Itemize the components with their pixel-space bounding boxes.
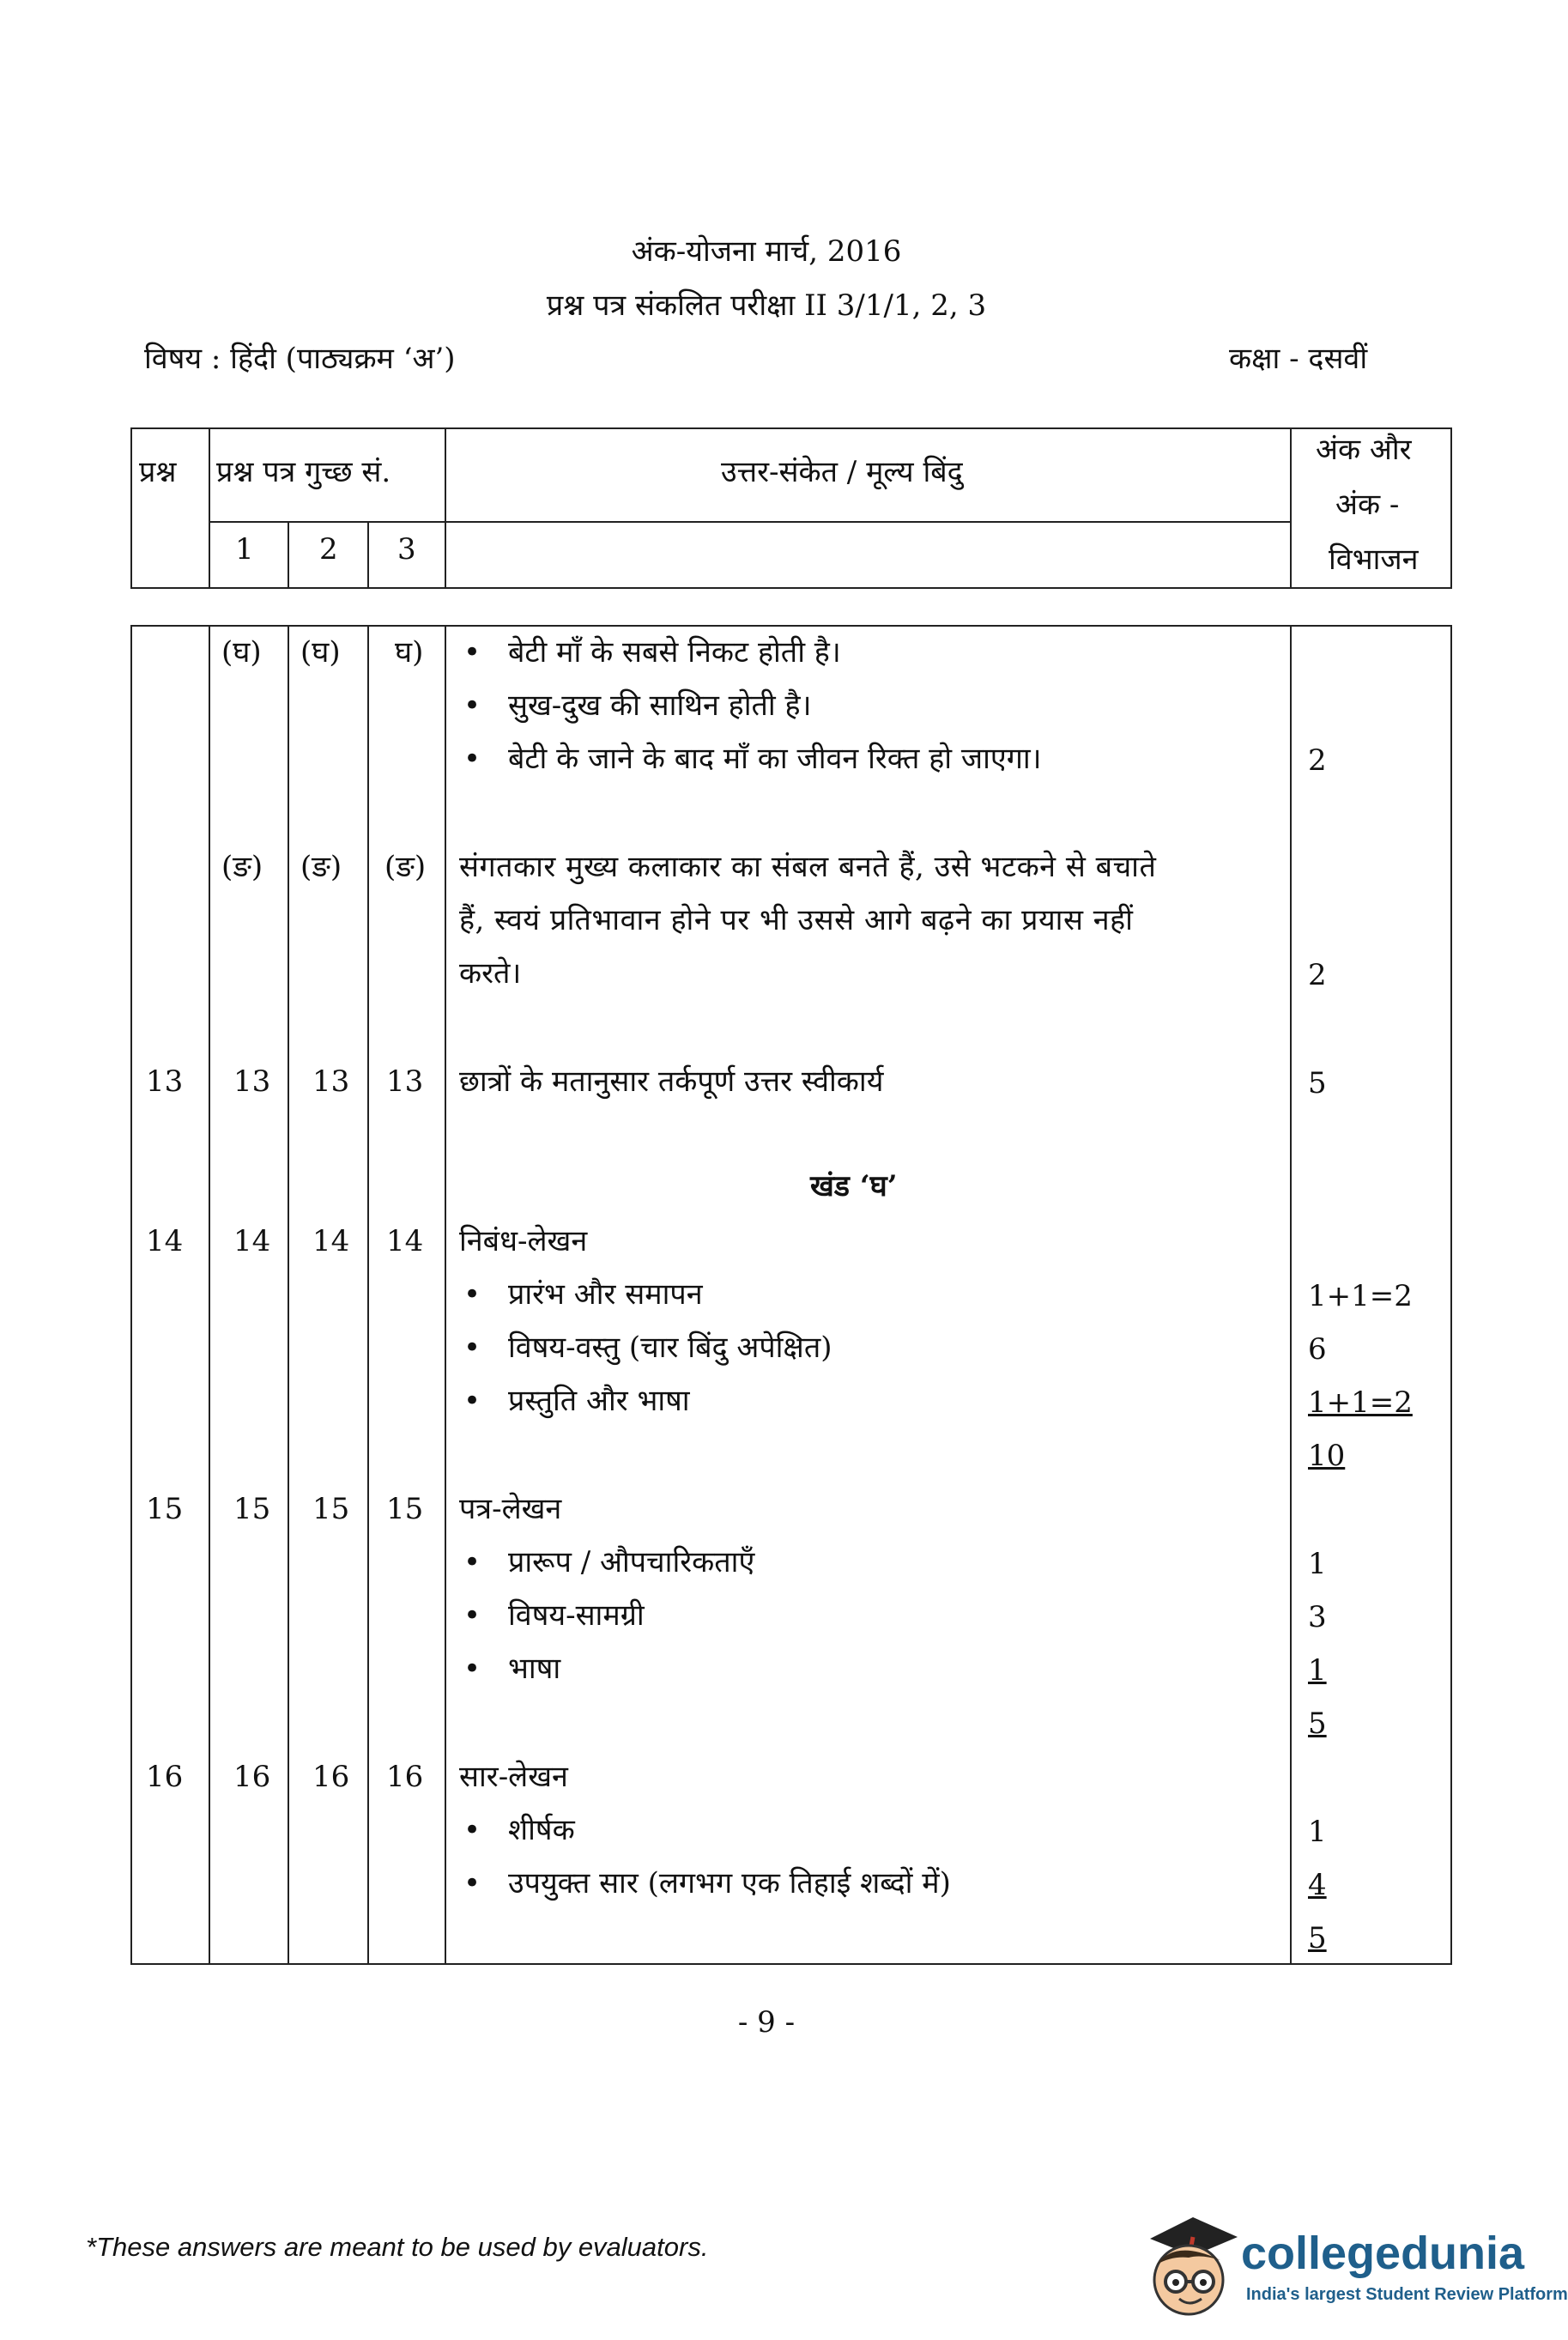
q13-num-3: 13 — [386, 1064, 424, 1099]
q16-marks-total: 5 — [1308, 1921, 1327, 1955]
q14-title: निबंध-लेखन — [459, 1224, 588, 1258]
col-set-3: 3 — [397, 532, 416, 567]
q15-marks-1: 1 — [1308, 1547, 1327, 1581]
subject-label: विषय : हिंदी (पाठ्यक्रम ‘अ’) — [144, 342, 456, 376]
q15-marks-2: 3 — [1308, 1600, 1327, 1634]
page-number: - 9 - — [737, 2005, 796, 2040]
q16-num-3: 16 — [386, 1760, 424, 1794]
row-nga-label-2: (ङ) — [300, 850, 342, 884]
q14-marks-3-val: 1+1=2 — [1308, 1385, 1413, 1420]
row-gha-label-3: घ) — [395, 635, 424, 670]
row-nga-line-1: संगतकार मुख्य कलाकार का संबल बनते हैं, उसे भटकने से बचाते — [459, 850, 1157, 884]
q16-marks-2: 4 — [1308, 1868, 1327, 1902]
q14-bullet-2: • विषय-वस्तु (चार बिंदु अपेक्षित) — [508, 1331, 832, 1365]
col-marks-2: अंक - — [1335, 488, 1400, 522]
q13-answer: छात्रों के मतानुसार तर्कपूर्ण उत्तर स्वीकार्य — [459, 1064, 884, 1099]
section-heading: खंड ‘घ’ — [810, 1169, 898, 1203]
row-gha-bullet-3: • बेटी के जाने के बाद माँ का जीवन रिक्त हो जाएगा। — [508, 742, 1042, 776]
row-gha-label-1: (घ) — [221, 635, 262, 670]
col-marks-1: अंक और — [1316, 433, 1412, 467]
row-nga-label-1: (ङ) — [221, 850, 263, 884]
q14-marks-3 — [1308, 1385, 1413, 1420]
row-nga-marks: 2 — [1308, 958, 1327, 992]
q14-num-q: 14 — [146, 1224, 184, 1258]
footnote: *These answers are meant to be used by evaluators. — [86, 2232, 709, 2262]
col-answer: उत्तर-संकेत / मूल्य बिंदु — [721, 455, 963, 489]
q16-num-q: 16 — [146, 1760, 184, 1794]
q16-num-2: 16 — [312, 1760, 350, 1794]
q15-bullet-1: • प्रारूप / औपचारिकताएँ — [508, 1545, 754, 1579]
col-marks-3: विभाजन — [1329, 543, 1419, 577]
row-nga-line-3: करते। — [459, 956, 522, 991]
q15-num-2: 15 — [312, 1492, 350, 1526]
q15-marks-total: 5 — [1308, 1707, 1327, 1741]
document-title: अंक-योजना मार्च, 2016 — [631, 234, 902, 269]
q14-num-3: 14 — [386, 1224, 424, 1258]
brand-name: collegedunia — [1241, 2228, 1525, 2279]
class-label: कक्षा - दसवीं — [1229, 342, 1368, 376]
q15-num-1: 15 — [233, 1492, 271, 1526]
q14-num-1: 14 — [233, 1224, 271, 1258]
row-nga-line-2: हैं, स्वयं प्रतिभावान होने पर भी उससे आगे बढ़ने का प्रयास नहीं — [459, 903, 1134, 937]
row-gha-label-2: (घ) — [300, 635, 341, 670]
q14-marks-2: 6 — [1308, 1332, 1327, 1367]
q13-marks: 5 — [1308, 1066, 1327, 1100]
q14-num-2: 14 — [312, 1224, 350, 1258]
col-set-2: 2 — [319, 532, 338, 567]
q15-num-3: 15 — [386, 1492, 424, 1526]
row-gha-bullet-1: • बेटी माँ के सबसे निकट होती है। — [508, 635, 841, 670]
q13-num-q: 13 — [146, 1064, 184, 1099]
q15-bullet-2: • विषय-सामग्री — [508, 1598, 645, 1633]
col-set: प्रश्न पत्र गुच्छ सं. — [216, 455, 391, 489]
row-nga-label-3: (ङ) — [384, 850, 427, 884]
q16-marks-1: 1 — [1308, 1815, 1327, 1849]
col-set-1: 1 — [235, 532, 254, 567]
q14-bullet-3: • प्रस्तुति और भाषा — [508, 1384, 690, 1418]
row-gha-marks: 2 — [1308, 743, 1327, 778]
q14-bullet-1: • प्रारंभ और समापन — [508, 1277, 703, 1312]
q16-bullet-1: • शीर्षक — [508, 1813, 575, 1847]
q15-title: पत्र-लेखन — [459, 1492, 562, 1526]
q13-num-2: 13 — [312, 1064, 350, 1099]
mascot-logo-icon — [1141, 2213, 1244, 2325]
q15-marks-3: 1 — [1308, 1653, 1327, 1688]
q16-title: सार-लेखन — [459, 1760, 568, 1794]
q14-marks-total: 10 — [1308, 1439, 1346, 1473]
q16-bullet-2: • उपयुक्त सार (लगभग एक तिहाई शब्दों में) — [508, 1866, 951, 1900]
q13-num-1: 13 — [233, 1064, 271, 1099]
q15-num-q: 15 — [146, 1492, 184, 1526]
col-question: प्रश्न — [139, 455, 177, 489]
row-gha-bullet-2: • सुख-दुख की साथिन होती है। — [508, 688, 811, 723]
q14-marks-1: 1+1=2 — [1308, 1279, 1413, 1313]
document-subtitle: प्रश्न पत्र संकलित परीक्षा II 3/1/1, 2, 3 — [546, 288, 987, 323]
brand-tagline: India's largest Student Review Platform — [1246, 2285, 1568, 2304]
q16-num-1: 16 — [233, 1760, 271, 1794]
q15-bullet-3: • भाषा — [508, 1652, 560, 1686]
